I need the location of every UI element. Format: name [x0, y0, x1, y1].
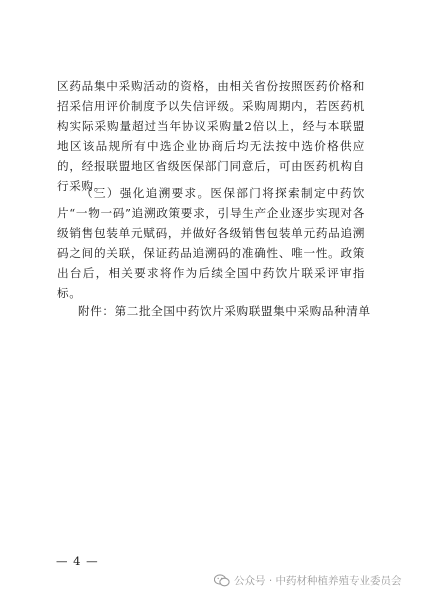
paragraph-1: 区药品集中采购活动的资格，由相关省份按照医药价格和招采信用评价制度予以失信评级。采购周期内，若医药机构实际采购量超过当年协议采购量2倍以上，经与本联盟地区该品规所有中选企业协商后均无法按中选价格供应的，经报联盟地区省级医保部门同意后，可由医药机构自行采购。 — [57, 79, 365, 193]
wechat-icon — [214, 574, 230, 587]
watermark-text: 公众号 · 中药材种植养殖专业委员会 — [234, 575, 402, 587]
paragraph-2: （三）强化追溯要求。医保部门将探索制定中药饮片“一物一码”追溯政策要求，引导生产企业逐步实现对各级销售包装单元赋码，并做好各级销售包装单元药品追溯码之间的关联，保证药品追溯码的准确性、唯一性。政策出台后，相关要求将作为后续全国中药饮片联采评审指标。 — [57, 186, 365, 300]
attachment-line: 附件：第二批全国中药饮片采购联盟集中采购品种清单 — [78, 304, 371, 318]
page-number: — 4 — — [56, 554, 99, 568]
watermark — [214, 573, 402, 588]
